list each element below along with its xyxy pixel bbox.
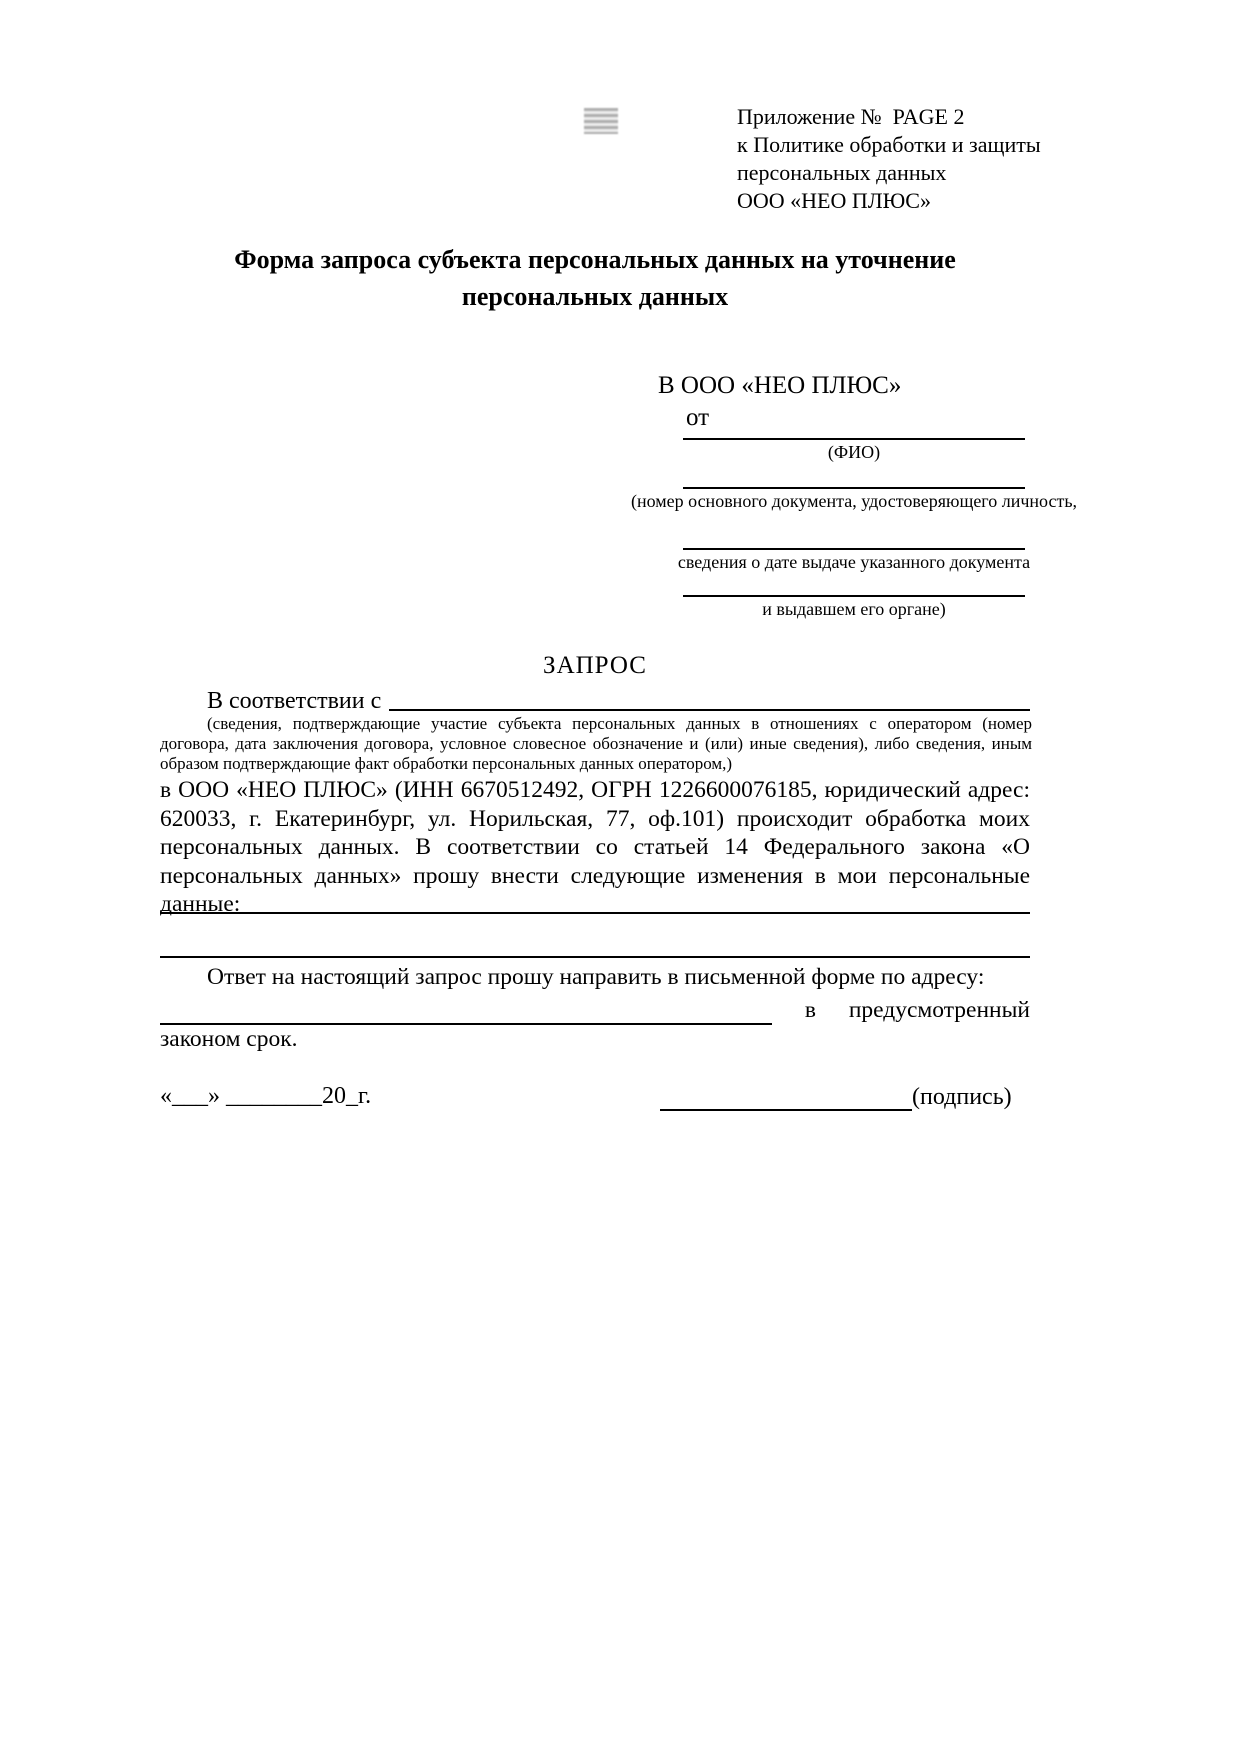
address-blank-rule <box>160 992 772 1025</box>
fill-in-rule <box>683 438 1025 440</box>
form-title-line1: Форма запроса субъекта персональных данных на уточнение <box>234 245 956 274</box>
blank-caption-issue-date: сведения о дате выдаче указанного документа <box>677 552 1031 572</box>
date-blank-line: «___» ________20_г. <box>160 1083 372 1109</box>
response-last-line: законом срок. <box>160 1026 298 1052</box>
appendix-note <box>737 103 1067 215</box>
document-number-blank-line <box>630 487 1078 511</box>
form-title <box>160 241 1030 315</box>
accordance-line <box>160 688 1030 714</box>
signature-caption: (подпись) <box>912 1084 1012 1110</box>
changes-blank-rule-2 <box>160 956 1030 958</box>
form-title-line2: персональных данных <box>461 282 729 311</box>
signature-blank-rule <box>660 1083 912 1111</box>
request-heading: ЗАПРОС <box>543 652 647 679</box>
blank-caption-document-number: (номер основного документа, удостоверяющего личность, <box>630 491 1078 511</box>
appendix-note-line: к Политике обработки и защиты <box>737 132 1041 157</box>
blank-caption-issuing-authority: и выдавшем его органе) <box>762 599 946 619</box>
fill-in-rule <box>683 595 1025 597</box>
appendix-note-line: ООО «НЕО ПЛЮС» <box>737 188 931 213</box>
blank-caption-fio: (ФИО) <box>827 442 881 462</box>
fine-print-note: (сведения, подтверждающие участие субъекта персональных данных в отношениях с оператором (номер договора, дата заключения договора, условное словесное обозначение и (или) иные сведения), либо сведения, иным образом подтверждающие факт обработки персональных данных оператором,) <box>160 714 1032 773</box>
issue-date-blank-line <box>677 548 1031 572</box>
appendix-note-line: Приложение № PAGE 2 <box>737 104 965 129</box>
accordance-label: В соответствии с <box>207 688 382 714</box>
changes-blank-rule-1 <box>160 912 1030 914</box>
appendix-note-line: персональных данных <box>737 160 947 185</box>
fill-in-rule <box>683 548 1025 550</box>
signature-line <box>660 1083 1012 1111</box>
fill-in-rule <box>683 487 1025 489</box>
response-intro-line: Ответ на настоящий запрос прошу направить в письменной форме по адресу: <box>207 964 985 990</box>
response-word-predusmotrennyj: предусмотренный <box>848 997 1030 1023</box>
response-word-v: в <box>804 997 816 1023</box>
request-body-paragraph: в ООО «НЕО ПЛЮС» (ИНН 6670512492, ОГРН 1226600076185, юридический адрес: 620033, г. Екатеринбург, ул. Норильская, 77, оф.101) происходит обработка моих персональных данных. В соответствии со статьей 14 Федерального закона «О персональных данных» прошу внести следующие изменения в мои персональные данные: <box>160 777 1030 917</box>
accordance-blank-rule <box>389 709 1030 711</box>
response-address-line <box>160 992 1030 1025</box>
issuing-authority-blank-line <box>683 595 1025 619</box>
embedded-object-icon <box>584 108 618 134</box>
addressee-line: В ООО «НЕО ПЛЮС» <box>658 372 902 399</box>
response-paragraph <box>160 963 1030 1054</box>
from-label: от <box>686 404 710 431</box>
fio-blank-line <box>683 438 1025 462</box>
